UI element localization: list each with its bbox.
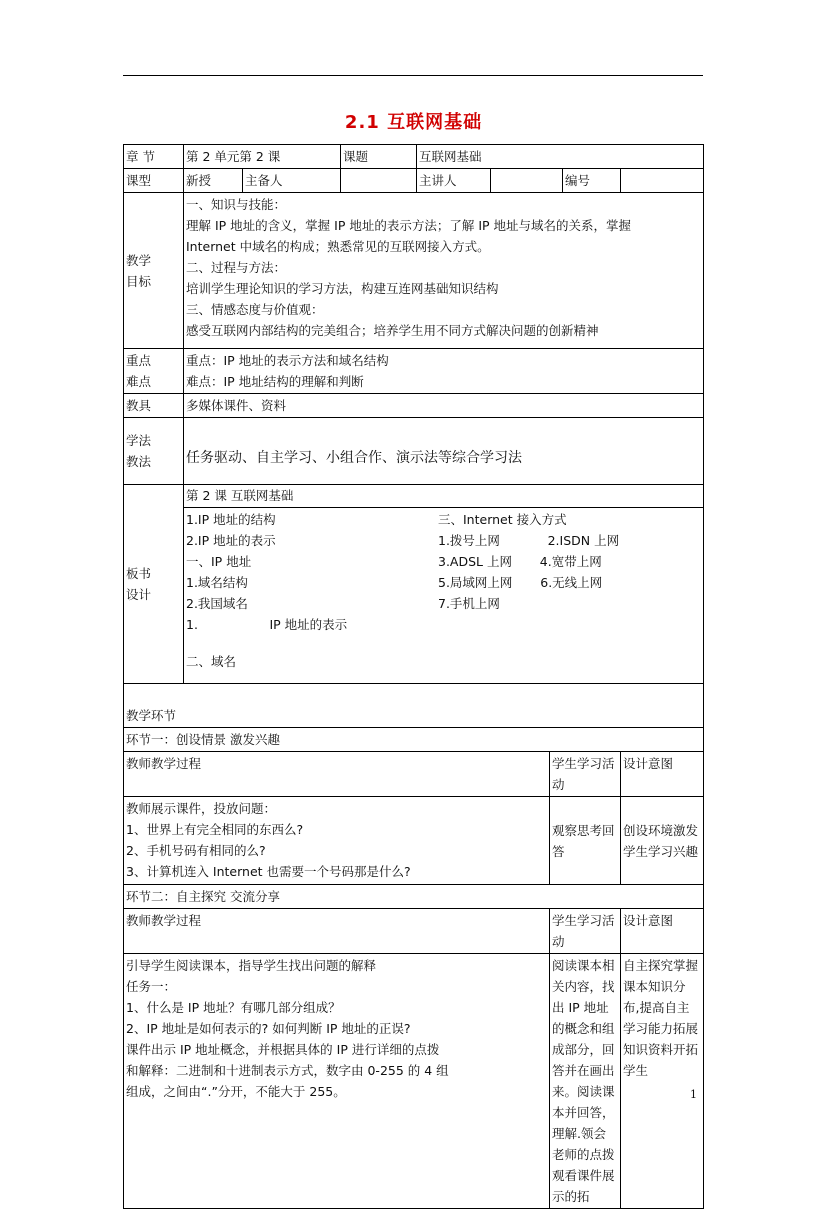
board-right-line: 7.手机上网 (438, 596, 500, 611)
page-title: 2.1 互联网基础 (344, 112, 483, 133)
goals-label-1: 教学 (126, 252, 152, 268)
keypoints-label-1: 重点 (126, 353, 152, 368)
step2-teacher-line: 1、什么是 IP 地址？有哪几部分组成？ (126, 1000, 341, 1015)
board-content (184, 485, 704, 684)
step1-teacher-line: 教师展示课件，投放问题： (126, 801, 277, 816)
prep-value (341, 169, 417, 193)
board-label (124, 485, 184, 684)
methods-value: 任务驱动、自主学习、小组合作、演示法等综合学习法 (184, 418, 704, 485)
goals-line: Internet 中域名的构成；熟悉常见的互联网接入方式。 (186, 239, 490, 254)
goals-line: 一、知识与技能： (186, 197, 287, 212)
goals-line: 感受互联网内部结构的完美组合；培养学生用不同方式解决问题的创新精神 (186, 323, 599, 338)
board-left (184, 508, 436, 683)
lecturer-value (491, 169, 563, 193)
goals-line: 理解 IP 地址的含义，掌握 IP 地址的表示方法；了解 IP 地址与域名的关系，掌握 (186, 218, 632, 233)
chapter-label: 章 节 (124, 145, 184, 169)
lecturer-label: 主讲人 (417, 169, 491, 193)
key-point: 重点：IP 地址的表示方法和域名结构 (186, 353, 389, 368)
board-label-2: 设计 (126, 587, 152, 602)
step1-teacher-line: 1、世界上有完全相同的东西么? (126, 822, 304, 837)
step2-col-student: 学生学习活动 (550, 909, 621, 954)
step2-design: 自主探究掌握课本知识分布,提高自主学习能力拓展知识资料开拓学生 (621, 954, 704, 1209)
board-heading: 第 2 课 互联网基础 (184, 485, 703, 508)
step2-student: 阅读课本相关内容，找出 IP 地址的概念和组成部分，回答并在画出来。阅读课本并回答，理解.领会老师的点拨观看课件展示的拓 (550, 954, 621, 1209)
board-left-line: 2.IP 地址的表示 (186, 533, 276, 548)
chapter-value: 第 2 单元第 2 课 (184, 145, 341, 169)
keypoints-label (124, 349, 184, 394)
goals-label (124, 193, 184, 349)
goals-line: 培训学生理论知识的学习方法，构建互连网基础知识结构 (186, 281, 499, 296)
step1-col-teacher: 教师教学过程 (124, 752, 550, 797)
tools-label: 教具 (124, 394, 184, 418)
step1-col-student: 学生学习活动 (550, 752, 621, 797)
step2-col-teacher: 教师教学过程 (124, 909, 550, 954)
page-number: 1 (690, 1088, 697, 1101)
step2-teacher-line: 课件出示 IP 地址概念，并根据具体的 IP 进行详细的点拨 (126, 1042, 440, 1057)
board-left-line: 一、IP 地址 (186, 554, 252, 569)
topic-value: 互联网基础 (417, 145, 704, 169)
board-left-line: 1. IP 地址的表示 (186, 617, 348, 632)
step2-teacher-line: 引导学生阅读课本，指导学生找出问题的解释 (126, 958, 377, 973)
keypoints-label-2: 难点 (126, 374, 152, 389)
board-right-line: 3.ADSL 上网 4.宽带上网 (438, 554, 602, 569)
topic-label: 课题 (341, 145, 417, 169)
prep-label: 主备人 (243, 169, 341, 193)
number-label: 编号 (563, 169, 621, 193)
keypoints-content (184, 349, 704, 394)
step1-teacher-line: 3、计算机连入 Internet 也需要一个号码那是什么? (126, 864, 411, 879)
methods-label (124, 418, 184, 485)
step1-student: 观察思考回答 (550, 797, 621, 885)
number-value (621, 169, 704, 193)
lesson-plan-table (123, 144, 704, 1209)
type-label: 课型 (124, 169, 184, 193)
board-right-line: 1.拨号上网 2.ISDN 上网 (438, 533, 620, 548)
board-left-line: 二、域名 (186, 654, 237, 669)
goals-content (184, 193, 704, 349)
board-right-line: 三、Internet 接入方式 (438, 512, 567, 527)
difficult-point: 难点：IP 地址结构的理解和判断 (186, 374, 364, 389)
step1-title: 环节一：创设情景 激发兴趣 (124, 728, 704, 752)
step2-col-design: 设计意图 (621, 909, 704, 954)
board-label-1: 板书 (126, 566, 152, 581)
step1-col-design: 设计意图 (621, 752, 704, 797)
step1-design: 创设环境激发学生学习兴趣 (621, 797, 704, 885)
board-columns (184, 508, 703, 683)
header-rule (123, 75, 703, 76)
step2-teacher-line: 2、IP 地址是如何表示的? 如何判断 IP 地址的正误? (126, 1021, 411, 1036)
board-left-line: 2.我国域名 (186, 596, 248, 611)
board-left-line: 1.域名结构 (186, 575, 248, 590)
step1-teacher (124, 797, 550, 885)
board-right (436, 508, 703, 683)
goals-label-2: 目标 (126, 273, 152, 289)
teaching-section-title: 教学环节 (124, 684, 704, 728)
methods-label-2: 教法 (126, 454, 152, 469)
step2-teacher-line: 组成，之间由“.”分开，不能大于 255。 (126, 1084, 346, 1099)
step2-title: 环节二：自主探究 交流分享 (124, 885, 704, 909)
step2-teacher-line: 任务一： (126, 979, 177, 994)
methods-label-1: 学法 (126, 433, 152, 448)
goals-line: 二、过程与方法： (186, 260, 287, 275)
type-value: 新授 (184, 169, 243, 193)
step1-teacher-line: 2、手机号码有相同的么? (126, 843, 266, 858)
board-left-spacer (186, 635, 434, 651)
goals-line: 三、情感态度与价值观： (186, 302, 324, 317)
board-left-line: 1.IP 地址的结构 (186, 512, 276, 527)
board-right-line: 5.局域网上网 6.无线上网 (438, 575, 603, 590)
step2-teacher (124, 954, 550, 1209)
tools-value: 多媒体课件、资料 (184, 394, 704, 418)
step2-teacher-line: 和解释：二进制和十进制表示方式，数字由 0-255 的 4 组 (126, 1063, 449, 1078)
